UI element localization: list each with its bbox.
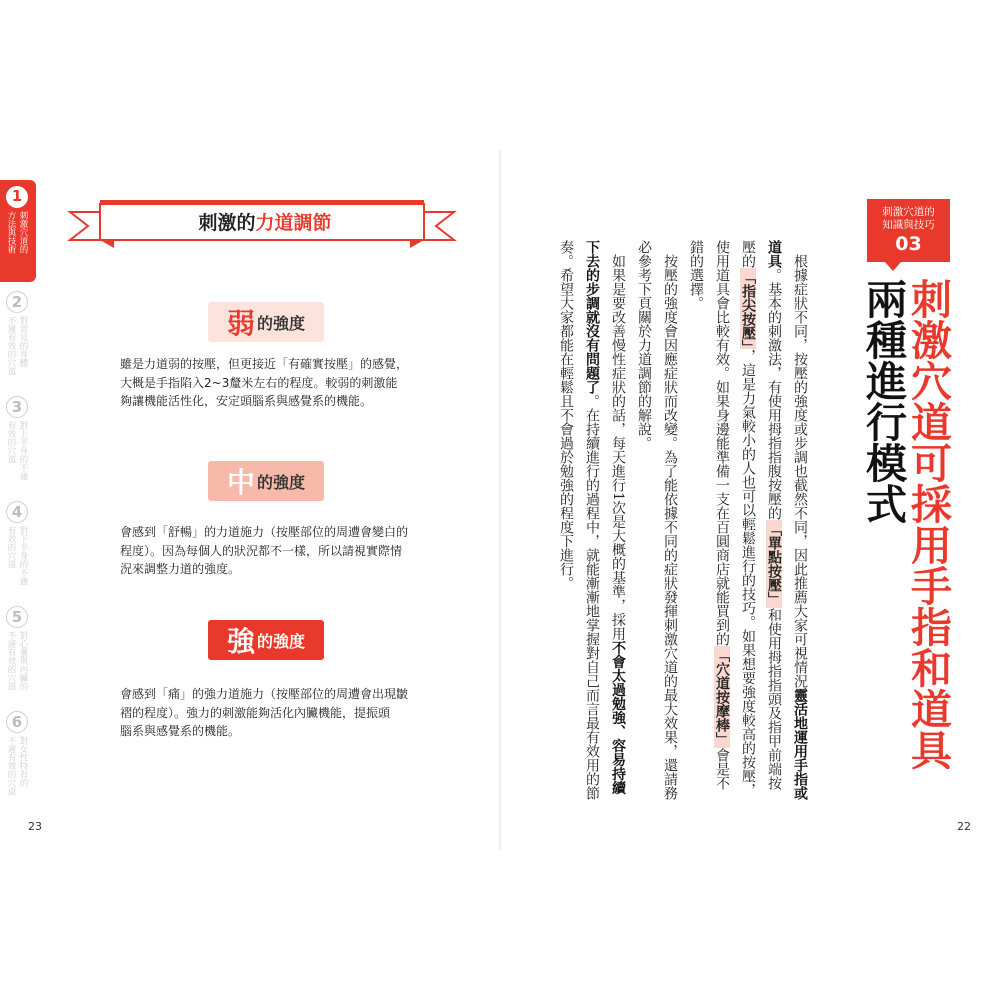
highlight-tag: 「指尖按壓」	[740, 270, 756, 347]
strength-suffix: 的強度	[257, 472, 306, 492]
emphasis-text: 靈活地運用手指或道具	[766, 240, 808, 800]
text-run: 。在持續進行的過程中，就能漸漸地掌握對自己而言最有效用的節奏。希望大家都能在輕鬆且不會過於勉強的程度下進行。	[558, 240, 600, 800]
chapter-tab-3[interactable]	[0, 390, 36, 492]
section-heading	[170, 208, 360, 235]
highlight-tag: 「單點按壓」	[766, 522, 782, 606]
body-paragraph	[553, 240, 631, 800]
weak-strength-label	[208, 302, 324, 342]
chapter-tab-number: 6	[6, 711, 28, 733]
chapter-tab-label: 對女性特有的	[18, 736, 28, 787]
paragraph-line: 褶的程度）。強力的刺激能夠活化內臟機能，提振頭	[120, 705, 391, 720]
chapter-tab-1[interactable]	[0, 180, 36, 282]
chapter-tab-4[interactable]	[0, 495, 36, 597]
section-heading-ribbon	[62, 198, 462, 258]
vertical-body-text	[553, 240, 813, 800]
page-number-right: 22	[957, 820, 971, 833]
chapter-tab-number: 3	[6, 396, 28, 418]
strength-suffix: 的強度	[257, 631, 306, 651]
paragraph-line: 程度）。因為每個人的狀況都不一樣，所以請視實際情	[120, 543, 403, 558]
chapter-tab-number: 1	[6, 186, 28, 208]
body-paragraph	[683, 240, 813, 800]
medium-strength-label	[208, 461, 324, 501]
chapter-tab-label: 有效的穴道	[6, 526, 16, 569]
badge-number: 03	[895, 233, 922, 255]
highlight-tag: 「穴道按摩棒」	[714, 648, 730, 746]
chapter-tab-label: 不適有效的穴道	[6, 316, 16, 376]
text-run: ，這是力氣較小的人也可以輕鬆進行的技巧。如果想要強度較高的按壓，使用道具會比較有效。如果身邊能準備一支在百圓商店就能買到的	[714, 240, 756, 797]
emphasis-text: 不會太過勉強、容易持續下去的步調就沒有問題了	[584, 240, 626, 795]
chapter-tab-label: 有效的穴道	[6, 421, 16, 464]
chapter-tab-label: 刺激穴道的	[18, 211, 28, 254]
chapter-tab-2[interactable]	[0, 285, 36, 387]
text-run: 如果是要改善慢性症狀的話，每天進行1次是大概的基準，採用	[610, 254, 626, 641]
paragraph-line: 雖是力道弱的按壓，但更接近「有確實按壓」的感覺，	[120, 357, 409, 371]
text-run: 會是不錯的選擇。	[688, 240, 730, 790]
chapter-tab-5[interactable]	[0, 600, 36, 702]
badge-line: 刺激穴道的	[882, 206, 935, 218]
badge-pointer	[885, 262, 901, 271]
strong-strength-description	[120, 685, 440, 741]
text-run: 和使用拇指指頭及指甲前端按壓的	[740, 240, 782, 790]
text-run: 。基本的刺激法，有使用拇指指腹按壓的	[766, 268, 782, 520]
chapter-tab-label: 對上半身的不適	[18, 421, 28, 481]
paragraph-line: 會感到「痛」的強力道施力（按壓部位的周遭會出現皺	[120, 687, 409, 701]
paragraph-line: 腦系與感覺系的機能。	[120, 724, 241, 738]
topic-badge	[867, 199, 950, 262]
paragraph-line: 夠讓機能活性化，安定頭腦系與感覺系的機能。	[120, 394, 373, 408]
body-paragraph: 按壓的強度會因應症狀而改變。為了能依據不同的症狀發揮刺激穴道的最大效果，還請務必參考下頁關於力道調節的解說。	[636, 240, 678, 800]
chapter-tab-label: 不適有效的穴道	[6, 736, 16, 796]
badge-line: 知識與技巧	[882, 219, 935, 231]
strong-strength-label	[208, 620, 324, 660]
strength-char: 強	[226, 625, 255, 658]
chapter-tab-label: 對心靈與內臟的	[18, 631, 28, 691]
chapter-tab-number: 2	[6, 291, 28, 313]
strength-suffix: 的強度	[257, 313, 306, 333]
chapter-tab-label: 對下半身的不適	[18, 526, 28, 586]
chapter-tab-label: 不適有效的穴道	[6, 631, 16, 691]
strength-char: 弱	[226, 307, 255, 340]
paragraph-line: 會感到「舒暢」的力道施力（按壓部位的周遭會變白的	[120, 525, 409, 539]
chapter-tab-number: 4	[6, 501, 28, 523]
page-number-left: 23	[28, 820, 42, 833]
book-spine	[499, 150, 501, 850]
text-run: 根據症狀不同，按壓的強度或步調也截然不同，因此推薦大家可視情況	[792, 254, 808, 688]
chapter-tab-6[interactable]	[0, 705, 36, 807]
medium-strength-description	[120, 523, 440, 579]
chapter-tab-label: 對常見的身體	[18, 316, 28, 367]
strength-char: 中	[226, 466, 255, 499]
page-title-black: 兩種進行模式	[859, 278, 907, 524]
chapter-tab-number: 5	[6, 606, 28, 628]
paragraph-line: 況來調整力道的強度。	[120, 562, 241, 576]
section-heading-prefix: 刺激的	[198, 212, 256, 234]
paragraph-line: 大概是手指陷入2~3釐米左右的程度。較弱的刺激能	[120, 375, 398, 390]
chapter-tab-label: 方法與技術	[6, 211, 16, 254]
page-title-red: 刺激穴道可採用手指和道具	[904, 278, 952, 770]
weak-strength-description	[120, 355, 440, 411]
section-heading-highlight: 力道調節	[255, 212, 332, 234]
